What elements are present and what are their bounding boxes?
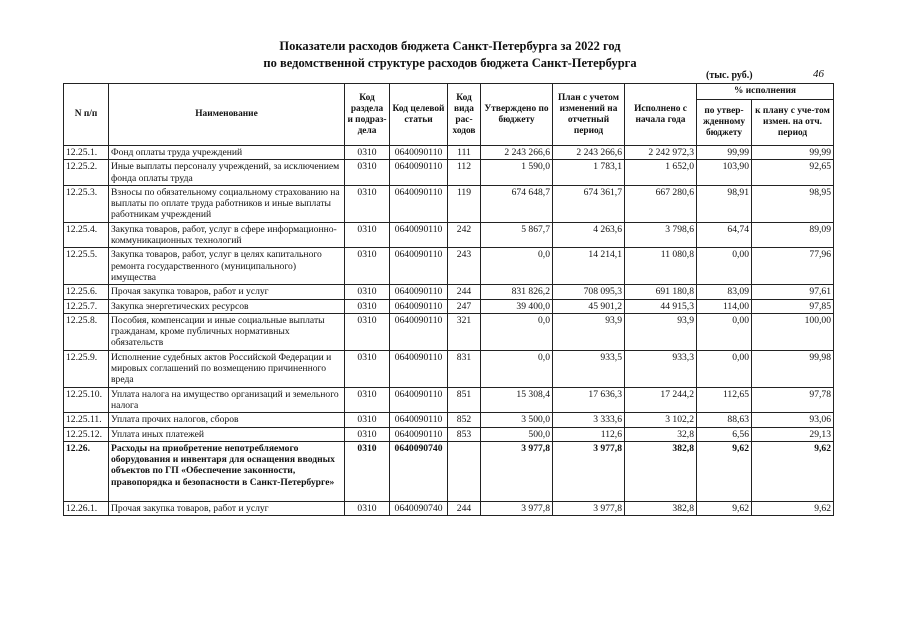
cell-pct-approved: 114,00 xyxy=(697,299,752,313)
cell-name: Исполнение судебных актов Российской Федерации и мировых соглашений по возмещению причиненного вреда xyxy=(109,350,345,387)
cell-type: 321 xyxy=(448,313,481,350)
cell-pct-approved: 103,90 xyxy=(697,160,752,186)
cell-plan: 708 095,3 xyxy=(553,285,625,299)
cell-pct-approved: 99,99 xyxy=(697,146,752,160)
cell-plan: 3 977,8 xyxy=(553,441,625,501)
cell-executed: 382,8 xyxy=(625,441,697,501)
cell-approved: 3 977,8 xyxy=(481,501,553,515)
cell-type: 852 xyxy=(448,413,481,427)
table-row xyxy=(64,313,834,350)
cell-executed: 2 242 972,3 xyxy=(625,146,697,160)
cell-section: 0310 xyxy=(345,248,390,285)
cell-plan: 14 214,1 xyxy=(553,248,625,285)
header-target: Код целевой статьи xyxy=(390,84,448,146)
cell-section: 0310 xyxy=(345,441,390,501)
cell-approved: 5 867,7 xyxy=(481,222,553,248)
title-line-1: Показатели расходов бюджета Санкт-Петербурга за 2022 год xyxy=(279,39,621,53)
cell-section: 0310 xyxy=(345,501,390,515)
cell-name: Прочая закупка товаров, работ и услуг xyxy=(109,285,345,299)
cell-approved: 3 500,0 xyxy=(481,413,553,427)
table-body xyxy=(64,146,834,516)
cell-plan: 17 636,3 xyxy=(553,387,625,413)
cell-name: Уплата налога на имущество организаций и земельного налога xyxy=(109,387,345,413)
cell-target: 0640090110 xyxy=(390,413,448,427)
cell-pct-approved: 64,74 xyxy=(697,222,752,248)
cell-num: 12.25.4. xyxy=(64,222,109,248)
header-pct-plan: к плану с уче-том измен. на отч. период xyxy=(752,100,834,146)
cell-target: 0640090740 xyxy=(390,501,448,515)
cell-approved: 3 977,8 xyxy=(481,441,553,501)
cell-approved: 0,0 xyxy=(481,350,553,387)
document-title xyxy=(230,38,670,72)
cell-pct-plan: 29,13 xyxy=(752,427,834,441)
cell-num: 12.25.11. xyxy=(64,413,109,427)
table-row xyxy=(64,299,834,313)
table-row xyxy=(64,387,834,413)
table-row xyxy=(64,427,834,441)
cell-executed: 933,3 xyxy=(625,350,697,387)
cell-name: Закупка товаров, работ, услуг в целях капитального ремонта государственного (муниципального) имущества xyxy=(109,248,345,285)
cell-pct-approved: 0,00 xyxy=(697,313,752,350)
cell-num: 12.25.7. xyxy=(64,299,109,313)
cell-pct-plan: 97,61 xyxy=(752,285,834,299)
cell-type: 111 xyxy=(448,146,481,160)
cell-type: 112 xyxy=(448,160,481,186)
cell-target: 0640090110 xyxy=(390,146,448,160)
cell-num: 12.25.9. xyxy=(64,350,109,387)
table-row xyxy=(64,248,834,285)
cell-approved: 0,0 xyxy=(481,313,553,350)
cell-pct-plan: 97,78 xyxy=(752,387,834,413)
header-section: Код раздела и подраз-дела xyxy=(345,84,390,146)
cell-name: Взносы по обязательному социальному страхованию на выплаты по оплате труда работников и иные выплаты работникам учреждений xyxy=(109,185,345,222)
header-percent-group: % исполнения xyxy=(697,84,834,100)
cell-name: Прочая закупка товаров, работ и услуг xyxy=(109,501,345,515)
header-type: Код вида рас-ходов xyxy=(448,84,481,146)
cell-num: 12.26.1. xyxy=(64,501,109,515)
cell-executed: 691 180,8 xyxy=(625,285,697,299)
cell-pct-approved: 98,91 xyxy=(697,185,752,222)
cell-pct-plan: 99,98 xyxy=(752,350,834,387)
header-name: Наименование xyxy=(109,84,345,146)
cell-plan: 3 333,6 xyxy=(553,413,625,427)
header-row-1 xyxy=(64,84,834,100)
cell-pct-plan: 99,99 xyxy=(752,146,834,160)
cell-plan: 112,6 xyxy=(553,427,625,441)
cell-section: 0310 xyxy=(345,427,390,441)
cell-num: 12.26. xyxy=(64,441,109,501)
cell-pct-approved: 0,00 xyxy=(697,350,752,387)
cell-executed: 11 080,8 xyxy=(625,248,697,285)
cell-pct-approved: 88,63 xyxy=(697,413,752,427)
cell-type: 244 xyxy=(448,501,481,515)
cell-target: 0640090110 xyxy=(390,350,448,387)
cell-approved: 1 590,0 xyxy=(481,160,553,186)
cell-name: Уплата прочих налогов, сборов xyxy=(109,413,345,427)
cell-num: 12.25.10. xyxy=(64,387,109,413)
cell-target: 0640090740 xyxy=(390,441,448,501)
table-row xyxy=(64,285,834,299)
cell-approved: 831 826,2 xyxy=(481,285,553,299)
cell-name: Закупка энергетических ресурсов xyxy=(109,299,345,313)
cell-section: 0310 xyxy=(345,185,390,222)
cell-type: 853 xyxy=(448,427,481,441)
cell-pct-plan: 9,62 xyxy=(752,441,834,501)
cell-type xyxy=(448,441,481,501)
cell-num: 12.25.3. xyxy=(64,185,109,222)
cell-type: 851 xyxy=(448,387,481,413)
cell-approved: 2 243 266,6 xyxy=(481,146,553,160)
cell-target: 0640090110 xyxy=(390,427,448,441)
cell-pct-approved: 6,56 xyxy=(697,427,752,441)
table-row xyxy=(64,185,834,222)
table-row xyxy=(64,160,834,186)
cell-pct-approved: 112,65 xyxy=(697,387,752,413)
cell-pct-plan: 93,06 xyxy=(752,413,834,427)
cell-plan: 93,9 xyxy=(553,313,625,350)
page-number: 46 xyxy=(813,68,824,80)
cell-executed: 667 280,6 xyxy=(625,185,697,222)
cell-section: 0310 xyxy=(345,146,390,160)
cell-plan: 3 977,8 xyxy=(553,501,625,515)
title-line-2: по ведомственной структуре расходов бюджета Санкт-Петербурга xyxy=(263,56,637,70)
cell-type: 244 xyxy=(448,285,481,299)
cell-num: 12.25.1. xyxy=(64,146,109,160)
cell-target: 0640090110 xyxy=(390,160,448,186)
table-row xyxy=(64,441,834,501)
cell-target: 0640090110 xyxy=(390,313,448,350)
cell-pct-plan: 97,85 xyxy=(752,299,834,313)
table-row xyxy=(64,146,834,160)
cell-pct-approved: 0,00 xyxy=(697,248,752,285)
cell-num: 12.25.8. xyxy=(64,313,109,350)
cell-pct-plan: 77,96 xyxy=(752,248,834,285)
table-row xyxy=(64,222,834,248)
cell-pct-plan: 89,09 xyxy=(752,222,834,248)
cell-plan: 45 901,2 xyxy=(553,299,625,313)
cell-plan: 4 263,6 xyxy=(553,222,625,248)
cell-target: 0640090110 xyxy=(390,248,448,285)
cell-executed: 93,9 xyxy=(625,313,697,350)
cell-executed: 382,8 xyxy=(625,501,697,515)
cell-approved: 0,0 xyxy=(481,248,553,285)
cell-executed: 3 102,2 xyxy=(625,413,697,427)
cell-target: 0640090110 xyxy=(390,285,448,299)
cell-executed: 44 915,3 xyxy=(625,299,697,313)
cell-section: 0310 xyxy=(345,285,390,299)
cell-section: 0310 xyxy=(345,350,390,387)
cell-section: 0310 xyxy=(345,413,390,427)
cell-section: 0310 xyxy=(345,387,390,413)
table-row xyxy=(64,350,834,387)
table-row xyxy=(64,413,834,427)
cell-approved: 15 308,4 xyxy=(481,387,553,413)
header-executed: Исполнено с начала года xyxy=(625,84,697,146)
cell-pct-plan: 92,65 xyxy=(752,160,834,186)
cell-pct-plan: 9,62 xyxy=(752,501,834,515)
cell-type: 119 xyxy=(448,185,481,222)
cell-pct-plan: 100,00 xyxy=(752,313,834,350)
cell-name: Фонд оплаты труда учреждений xyxy=(109,146,345,160)
cell-plan: 674 361,7 xyxy=(553,185,625,222)
cell-plan: 1 783,1 xyxy=(553,160,625,186)
cell-target: 0640090110 xyxy=(390,222,448,248)
cell-executed: 1 652,0 xyxy=(625,160,697,186)
cell-name: Закупка товаров, работ, услуг в сфере информационно-коммуникационных технологий xyxy=(109,222,345,248)
cell-name: Уплата иных платежей xyxy=(109,427,345,441)
cell-section: 0310 xyxy=(345,313,390,350)
header-num: N п/п xyxy=(64,84,109,146)
cell-executed: 3 798,6 xyxy=(625,222,697,248)
cell-target: 0640090110 xyxy=(390,387,448,413)
cell-approved: 500,0 xyxy=(481,427,553,441)
cell-section: 0310 xyxy=(345,299,390,313)
cell-type: 247 xyxy=(448,299,481,313)
cell-approved: 39 400,0 xyxy=(481,299,553,313)
cell-pct-approved: 9,62 xyxy=(697,501,752,515)
cell-num: 12.25.6. xyxy=(64,285,109,299)
table-row xyxy=(64,501,834,515)
cell-target: 0640090110 xyxy=(390,299,448,313)
header-approved: Утверждено по бюджету xyxy=(481,84,553,146)
cell-approved: 674 648,7 xyxy=(481,185,553,222)
cell-section: 0310 xyxy=(345,160,390,186)
budget-table xyxy=(63,83,834,516)
cell-name: Иные выплаты персоналу учреждений, за исключением фонда оплаты труда xyxy=(109,160,345,186)
cell-num: 12.25.2. xyxy=(64,160,109,186)
cell-type: 243 xyxy=(448,248,481,285)
cell-num: 12.25.12. xyxy=(64,427,109,441)
cell-target: 0640090110 xyxy=(390,185,448,222)
cell-type: 242 xyxy=(448,222,481,248)
cell-executed: 17 244,2 xyxy=(625,387,697,413)
cell-plan: 2 243 266,6 xyxy=(553,146,625,160)
header-plan: План с учетом изменений на отчетный период xyxy=(553,84,625,146)
units-label: (тыс. руб.) xyxy=(706,70,753,81)
cell-section: 0310 xyxy=(345,222,390,248)
cell-pct-plan: 98,95 xyxy=(752,185,834,222)
cell-pct-approved: 9,62 xyxy=(697,441,752,501)
cell-type: 831 xyxy=(448,350,481,387)
cell-plan: 933,5 xyxy=(553,350,625,387)
header-pct-approved: по утвер-жденному бюджету xyxy=(697,100,752,146)
cell-name: Расходы на приобретение непотребляемого оборудования и инвентаря для оснащения вводных объектов по ГП «Обеспечение законности, правопорядка и безопасности в Санкт-Петербурге» xyxy=(109,441,345,501)
cell-pct-approved: 83,09 xyxy=(697,285,752,299)
cell-name: Пособия, компенсации и иные социальные выплаты гражданам, кроме публичных нормативных обязательств xyxy=(109,313,345,350)
cell-num: 12.25.5. xyxy=(64,248,109,285)
cell-executed: 32,8 xyxy=(625,427,697,441)
